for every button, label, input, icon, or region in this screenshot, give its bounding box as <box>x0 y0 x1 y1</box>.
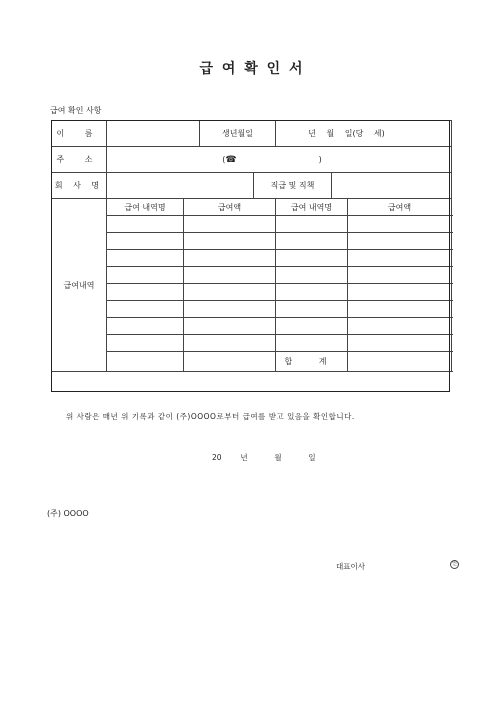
salary-cell[interactable] <box>184 216 276 233</box>
salary-row <box>52 284 452 301</box>
salary-cell[interactable] <box>276 318 348 335</box>
salary-row <box>52 267 452 284</box>
salary-row <box>52 233 452 250</box>
salary-row <box>52 335 452 352</box>
confirmation-statement: 위 사람은 매년 위 기록과 같이 (주)OOOO로부터 급여를 받고 있음을 확인합니다. <box>66 412 355 421</box>
salary-row <box>52 216 452 233</box>
position-field[interactable] <box>332 173 452 199</box>
salary-cell[interactable] <box>184 335 276 352</box>
salary-total-row <box>52 352 452 372</box>
salary-cell[interactable] <box>348 301 452 318</box>
document-title: 급 여 확 인 서 <box>199 61 305 77</box>
total-label: 합 계 <box>276 352 348 372</box>
salary-cell[interactable] <box>107 352 184 372</box>
seal-icon: 인 <box>450 560 459 569</box>
salary-cell[interactable] <box>107 250 184 267</box>
salary-header-item-2: 급여 내역명 <box>276 199 348 216</box>
date-day-unit: 일 <box>308 453 316 462</box>
company-name: (주) OOOO <box>47 509 89 518</box>
salary-cell[interactable] <box>184 250 276 267</box>
salary-header-item-1: 급여 내역명 <box>107 199 184 216</box>
salary-cell[interactable] <box>348 284 452 301</box>
salary-details-label: 급여내역 <box>52 199 107 372</box>
salary-cell[interactable] <box>107 233 184 250</box>
salary-cell[interactable] <box>107 267 184 284</box>
phone-open-paren: ( <box>222 154 226 164</box>
salary-cell[interactable] <box>276 233 348 250</box>
total-amount-field[interactable] <box>348 352 452 372</box>
salary-cell[interactable] <box>107 216 184 233</box>
position-label: 직급 및 직책 <box>254 173 332 199</box>
date-month-unit: 월 <box>274 453 282 462</box>
salary-cell[interactable] <box>107 301 184 318</box>
company-field[interactable] <box>107 173 254 199</box>
issue-date <box>212 452 316 463</box>
address-label: 주 소 <box>52 147 107 173</box>
salary-cell[interactable] <box>348 267 452 284</box>
phone-close-paren: ) <box>318 154 322 164</box>
salary-cell[interactable] <box>276 250 348 267</box>
salary-cell[interactable] <box>348 216 452 233</box>
salary-row <box>52 318 452 335</box>
salary-cell[interactable] <box>184 267 276 284</box>
name-field[interactable] <box>107 121 200 147</box>
ceo-label: 대표이사 <box>336 562 365 571</box>
salary-header-amount-1: 급여액 <box>184 199 276 216</box>
salary-cell[interactable] <box>276 267 348 284</box>
salary-cell[interactable] <box>184 352 276 372</box>
dob-field[interactable]: 년 월 일(당 세) <box>276 121 452 147</box>
salary-cell[interactable] <box>276 284 348 301</box>
salary-cell[interactable] <box>107 335 184 352</box>
company-label: 회 사 명 <box>52 173 107 199</box>
address-field[interactable] <box>107 147 452 173</box>
salary-cell[interactable] <box>184 301 276 318</box>
salary-confirmation-table <box>51 120 452 372</box>
salary-cell[interactable] <box>348 335 452 352</box>
name-label: 이 름 <box>52 121 107 147</box>
date-year-unit: 년 <box>240 453 248 462</box>
salary-cell[interactable] <box>348 318 452 335</box>
dob-label: 생년월일 <box>200 121 276 147</box>
date-year: 20 <box>212 453 222 462</box>
salary-cell[interactable] <box>276 335 348 352</box>
salary-cell[interactable] <box>184 318 276 335</box>
salary-cell[interactable] <box>184 233 276 250</box>
salary-cell[interactable] <box>276 301 348 318</box>
salary-cell[interactable] <box>276 216 348 233</box>
phone-icon: ☎ <box>225 154 237 165</box>
salary-header-amount-2: 급여액 <box>348 199 452 216</box>
salary-cell[interactable] <box>348 233 452 250</box>
salary-cell[interactable] <box>348 250 452 267</box>
salary-cell[interactable] <box>107 284 184 301</box>
salary-cell[interactable] <box>107 318 184 335</box>
section-label: 급여 확인 사항 <box>50 106 102 115</box>
salary-row <box>52 250 452 267</box>
salary-row <box>52 301 452 318</box>
salary-cell[interactable] <box>184 284 276 301</box>
